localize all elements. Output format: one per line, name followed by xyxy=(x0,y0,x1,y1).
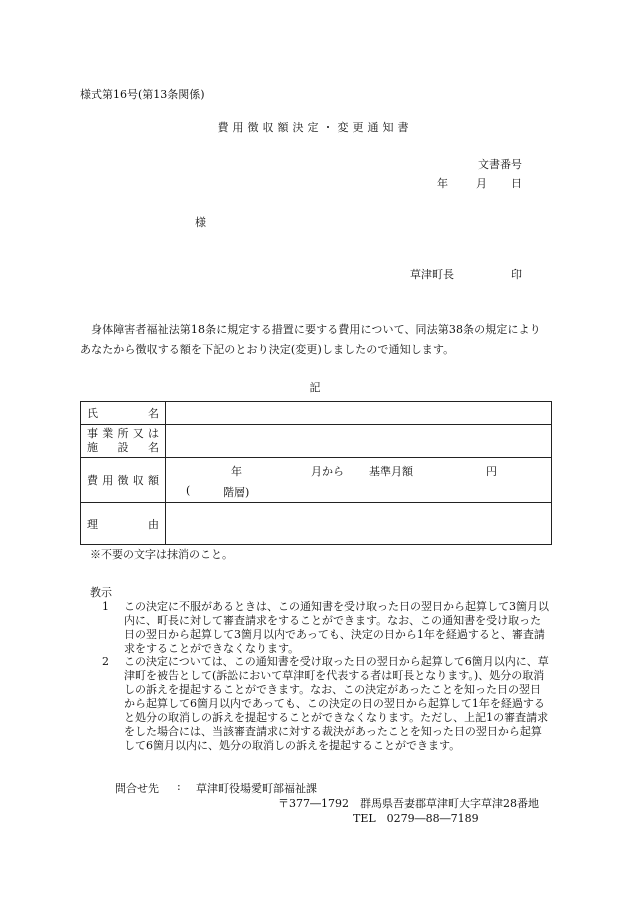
fee-yen-label: 円 xyxy=(486,465,497,478)
fee-label-cell xyxy=(81,458,166,503)
facility-label-line1: 事 業 所 又 は xyxy=(87,427,159,440)
facility-value-cell xyxy=(166,425,552,458)
sender-line xyxy=(410,266,522,282)
facility-label xyxy=(81,427,165,455)
instructions-heading: 教示 xyxy=(90,586,112,599)
name-value-cell xyxy=(166,402,552,425)
seal-mark: 印 xyxy=(511,268,522,281)
instruction-item-2 xyxy=(100,655,550,753)
date-year-label: 年 xyxy=(437,177,448,190)
instruction-2-number: 2 xyxy=(102,655,109,668)
name-label-char-2: 名 xyxy=(148,407,159,420)
name-label-char-1: 氏 xyxy=(87,407,98,420)
name-label-cell xyxy=(81,402,166,425)
fee-year-label: 年 xyxy=(231,465,242,478)
table-row-reason xyxy=(81,503,552,545)
document-number-label: 文書番号 xyxy=(478,158,522,171)
instruction-1-text: この決定に不服があるときは、この通知書を受け取った日の翌日から起算して3箇月以内に、町長に対して審査請求をすることができます。なお、この通知書を受け取った日の翌日から起算して3箇月以内であっても、決定の日から1年を経過すると、審査請求をすることができなくなります。 xyxy=(124,600,549,655)
fee-month-from-label: 月から xyxy=(311,465,344,478)
form-number: 様式第16号(第13条関係) xyxy=(80,88,205,101)
fee-value-cell xyxy=(166,458,552,503)
instruction-1-number: 1 xyxy=(102,600,109,613)
fee-tier-open: ( xyxy=(186,484,191,497)
contact-phone: TEL 0279―88―7189 xyxy=(353,812,479,825)
date-day-label: 日 xyxy=(511,177,522,190)
contact-address: 〒377―1792 群馬県吾妻郡草津町大字草津28番地 xyxy=(278,797,539,810)
facility-label-cell xyxy=(81,425,166,458)
name-label xyxy=(81,405,165,421)
addressee-honorific: 様 xyxy=(195,216,206,229)
table-row-name xyxy=(81,402,552,425)
reason-label-cell xyxy=(81,503,166,545)
notice-body-text: 身体障害者福祉法第18条に規定する措置に要する費用について、同法第38条の規定によりあなたから徴収する額を下記のとおり決定(変更)しましたので通知します。 xyxy=(80,323,541,356)
ki-heading: 記 xyxy=(309,381,321,394)
table-row-facility xyxy=(81,425,552,458)
sender-name: 草津町長 xyxy=(410,268,454,281)
reason-value-cell xyxy=(166,503,552,545)
date-month-label: 月 xyxy=(476,177,487,190)
fee-label: 費 用 徴 収 額 xyxy=(87,474,159,487)
facility-label-line2: 施 設 名 xyxy=(87,441,159,454)
contact-colon: : xyxy=(177,780,181,793)
table-row-fee xyxy=(81,458,552,503)
instruction-item-1 xyxy=(100,600,550,656)
contact-label: 問合せ先 xyxy=(115,782,159,795)
fee-tier-close: 階層) xyxy=(223,486,250,499)
reason-label: 理 由 xyxy=(87,517,159,531)
info-table xyxy=(80,401,552,545)
deletion-note: ※不要の文字は抹消のこと。 xyxy=(90,548,233,561)
fee-base-monthly-label: 基準月額 xyxy=(369,465,413,478)
date-line xyxy=(437,175,522,191)
contact-department: 草津町役場愛町部福祉課 xyxy=(196,782,317,795)
instruction-2-text: この決定については、この通知書を受け取った日の翌日から起算して6箇月以内に、草津町を被告として(訴訟において草津町を代表する者は町長となります。)、処分の取消しの訴えを提起することができます。なお、この決定があったことを知った日の翌日から起算して6箇月以内であっても、この決定の日の翌日から起算して1年を経過すると処分の取消しの訴えを提起することができなくなります。ただし、上記1の審査請求をした場合には、当該審査請求に対する裁決があったことを知った日の翌日から起算して6箇月以内に、処分の取消しの訴えを提起することができます。 xyxy=(124,655,549,752)
document-title: 費用徴収額決定・変更通知書 xyxy=(217,121,413,134)
